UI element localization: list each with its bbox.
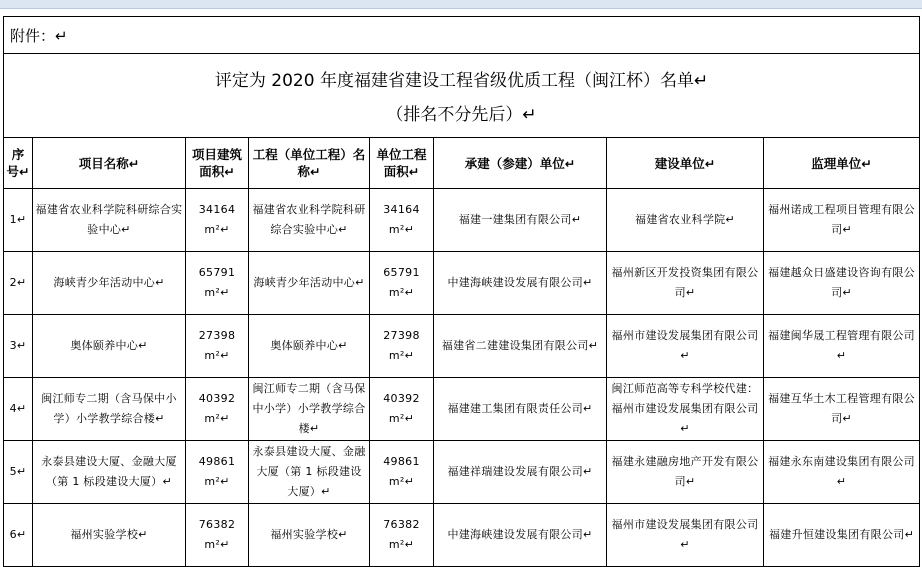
cell-supervisor: 福建闽华晟工程管理有限公司↵ [764, 315, 920, 378]
document-title: 评定为 2020 年度福建省建设工程省级优质工程（闽江杯）名单↵ [214, 70, 709, 91]
header-unit-area: 单位工程面积↵ [370, 138, 434, 189]
header-supervisor: 监理单位↵ [764, 138, 920, 189]
cell-project-area: 65791 m²↵ [186, 252, 249, 315]
table-row [4, 252, 920, 315]
cell-project-area: 49861 m²↵ [186, 441, 249, 504]
cell-contractor: 福建建工集团有限责任公司↵ [434, 378, 607, 441]
cell-project-area: 34164 m²↵ [186, 189, 249, 252]
cell-project-name: 奥体颐养中心↵ [33, 315, 186, 378]
cell-unit-name: 永泰县建设大厦、金融大厦（第 1 标段建设大厦）↵ [249, 441, 370, 504]
cell-builder: 福州市建设发展集团有限公司↵ [607, 315, 764, 378]
cell-supervisor: 福州诺成工程项目管理有限公司↵ [764, 189, 920, 252]
header-project-area: 项目建筑面积↵ [186, 138, 249, 189]
cell-contractor: 福建祥瑞建设发展有限公司↵ [434, 441, 607, 504]
cell-seq: 1↵ [4, 189, 33, 252]
header-contractor: 承建（参建）单位↵ [434, 138, 607, 189]
cell-project-name: 福州实验学校↵ [33, 504, 186, 567]
cell-unit-area: 49861 m²↵ [370, 441, 434, 504]
document-page [3, 16, 919, 561]
cell-builder: 福建省农业科学院↵ [607, 189, 764, 252]
header-builder: 建设单位↵ [607, 138, 764, 189]
table-row [4, 378, 920, 441]
cell-unit-name: 奥体颐养中心↵ [249, 315, 370, 378]
cell-unit-name: 海峡青少年活动中心↵ [249, 252, 370, 315]
cell-seq: 3↵ [4, 315, 33, 378]
cell-unit-area: 76382 m²↵ [370, 504, 434, 567]
cell-supervisor: 福建越众日盛建设咨询有限公司↵ [764, 252, 920, 315]
table-header-row [4, 138, 920, 189]
table-row [4, 315, 920, 378]
cell-supervisor: 福建升恒建设集团有限公司↵ [764, 504, 920, 567]
table-row [4, 189, 920, 252]
cell-contractor: 福建一建集团有限公司↵ [434, 189, 607, 252]
cell-unit-area: 65791 m²↵ [370, 252, 434, 315]
cell-contractor: 中建海峡建设发展有限公司↵ [434, 252, 607, 315]
cell-seq: 2↵ [4, 252, 33, 315]
cell-unit-area: 34164 m²↵ [370, 189, 434, 252]
cell-contractor: 中建海峡建设发展有限公司↵ [434, 504, 607, 567]
cell-contractor: 福建省二建建设集团有限公司↵ [434, 315, 607, 378]
attachment-label: 附件：↵ [4, 17, 920, 54]
cell-supervisor: 福建永东南建设集团有限公司↵ [764, 441, 920, 504]
cell-unit-name: 福州实验学校↵ [249, 504, 370, 567]
table-row [4, 504, 920, 567]
cell-project-area: 40392 m²↵ [186, 378, 249, 441]
cell-builder: 福州新区开发投资集团有限公司↵ [607, 252, 764, 315]
cell-project-name: 海峡青少年活动中心↵ [33, 252, 186, 315]
editor-ruler-bar [0, 0, 922, 9]
cell-seq: 5↵ [4, 441, 33, 504]
title-block [4, 54, 920, 138]
cell-seq: 6↵ [4, 504, 33, 567]
cell-project-name: 福建省农业科学院科研综合实验中心↵ [33, 189, 186, 252]
cell-unit-area: 27398 m²↵ [370, 315, 434, 378]
cell-unit-name: 福建省农业科学院科研综合实验中心↵ [249, 189, 370, 252]
cell-seq: 4↵ [4, 378, 33, 441]
cell-supervisor: 福建互华土木工程管理有限公司↵ [764, 378, 920, 441]
cell-unit-area: 40392 m²↵ [370, 378, 434, 441]
cell-builder: 闽江师范高等专科学校代建：福州市建设发展集团有限公司↵ [607, 378, 764, 441]
cell-unit-name: 闽江师专二期（含马保中小学）小学教学综合楼↵ [249, 378, 370, 441]
table-row [4, 441, 920, 504]
cell-project-area: 27398 m²↵ [186, 315, 249, 378]
header-project-name: 项目名称↵ [33, 138, 186, 189]
cell-project-name: 闽江师专二期（含马保中小学）小学教学综合楼↵ [33, 378, 186, 441]
cell-project-name: 永泰县建设大厦、金融大厦（第 1 标段建设大厦）↵ [33, 441, 186, 504]
cell-builder: 福州市建设发展集团有限公司↵ [607, 504, 764, 567]
award-table [3, 16, 920, 567]
document-subtitle: （排名不分先后）↵ [386, 104, 537, 125]
cell-builder: 福建永建融房地产开发有限公司↵ [607, 441, 764, 504]
header-unit-name: 工程（单位工程）名称↵ [249, 138, 370, 189]
header-seq: 序号↵ [4, 138, 33, 189]
cell-project-area: 76382 m²↵ [186, 504, 249, 567]
